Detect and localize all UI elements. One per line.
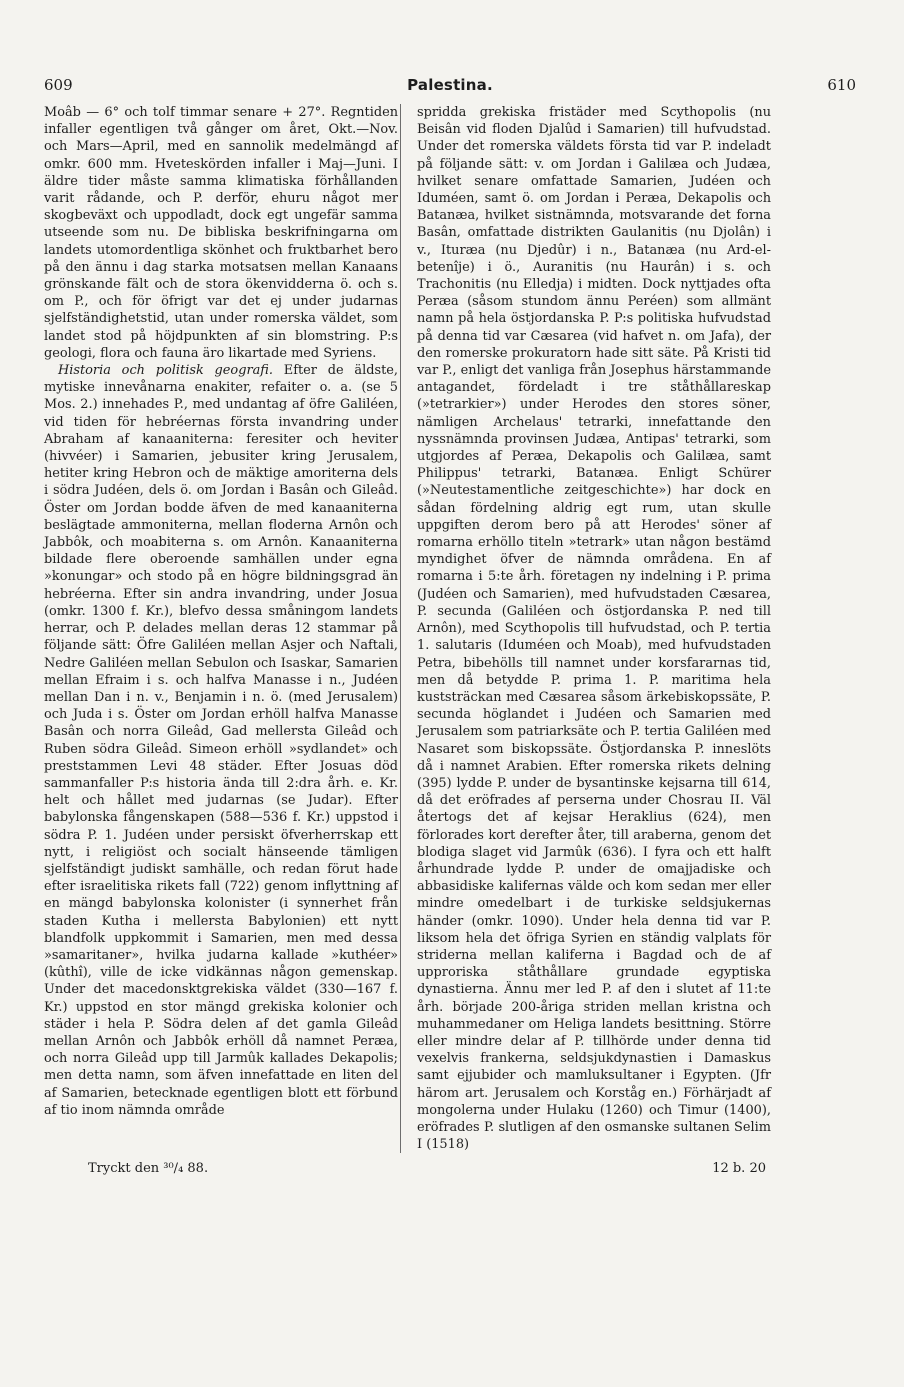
paragraph-history <box>44 362 398 1119</box>
left-column <box>44 104 398 1119</box>
page-number-right: 610 <box>827 76 856 94</box>
sheet-signature: 12 b. 20 <box>712 1161 766 1176</box>
print-date: Tryckt den ³⁰/₄ 88. <box>88 1161 209 1176</box>
section-heading-history: Historia och politisk geografi. <box>58 363 273 379</box>
page-number-left: 609 <box>44 76 73 94</box>
column-divider <box>400 104 401 1153</box>
page-header <box>44 76 856 98</box>
right-column <box>417 104 771 1153</box>
paragraph-history-text: Efter de äldste, mytiske innevånarna enakiter, refaiter o. a. (se 5 Mos. 2.) innehades P., med undantag af öfre Galiléen, vid tiden för hebréernas första invandring under Abraham af kanaaniterna: feresiter och heviter (hivvéer) i Samarien, jebusiter kring Jerusalem, hetiter kring Hebron och de mäktige amoriterna dels i södra Judéen, dels ö. om Jordan i Basân och Gileâd. Öster om Jordan bodde äfven de med kanaaniterna beslägtade ammoniterna, mellan floderna Arnôn och Jabbôk, och moabiterna s. om Arnôn. Kanaaniterna bildade flere oberoende samhällen under egna »konungar» och stodo på en högre bildningsgrad än hebréerna. Efter sin andra invandring, under Josua (omkr. 1300 f. Kr.), blefvo dessa småningom landets herrar, och P. delades mellan deras 12 stammar på följande sätt: Öfre Galiléen mellan Asjer och Naftali, Nedre Galiléen mellan Sebulon och Isaskar, Samarien mellan Efraim i s. och halfva Manasse i n., Judéen mellan Dan i n. v., Benjamin i n. ö. (med Jerusalem) och Juda i s. Öster om Jordan erhöll halfva Manasse Basân och norra Gileâd, Gad mellersta Gileâd och Ruben södra Gileâd. Simeon erhöll »sydlandet» och preststammen Levi 48 städer. Efter Josuas död sammanfaller P:s historia ända till 2:dra årh. e. Kr. helt och hållet med judarnas (se Judar). Efter babylonska fångenskapen (588—536 f. Kr.) uppstod i södra P. 1. Judéen under persiskt öfverherrskap ett nytt, i religiöst och socialt hänseende tämligen sjelfständigt judiskt samhälle, och redan förut hade efter israelitiska rikets fall (722) genom inflyttning af en mängd babylonska kolonister (i synnerhet från staden Kutha i mellersta Babylonien) ett nytt blandfolk uppkommit i Samarien, men med dessa »samaritaner», hvilka judarna kallade »kuthéer» (kûthî), ville de icke vidkännas någon gemenskap. Under det macedonsktgrekiska väldet (330—167 f. Kr.) uppstod en stor mängd grekiska kolonier och städer i hela P. Södra delen af det gamla Gileâd mellan Arnôn och Jabbôk erhöll då namnet Peræa, och norra Gileâd upp till Jarmûk kallades Dekapolis; men detta namn, som äfven innefattade en liten del af Samarien, betecknade egentligen blott ett förbund af tio inom nämnda område <box>44 363 398 1118</box>
page-title: Palestina. <box>407 76 493 94</box>
paragraph-climate: Moâb — 6° och tolf timmar senare + 27°. Regntiden infaller egentligen två gånger om året, Okt.—Nov. och Mars—April, med en sannolik medelmängd af omkr. 600 mm. Hveteskörden infaller i Maj—Juni. I äldre tider måste samma klimatiska förhållanden varit rådande, och P. derför, ehuru något mer skogbeväxt och uppodladt, dock egt ungefär samma utseende som nu. De bibliska beskrifningarna om landets utomordentliga skönhet och fruktbarhet bero på den ännu i dag starka motsatsen mellan Kanaans grönskande fält och de stora ökenvidderna ö. och s. om P., och för öfrigt var det ej under judarnas sjelfständighetstid, utan under romerska väldet, som landet stod på höjdpunkten af sin blomstring. P:s geologi, flora och fauna äro likartade med Syriens. <box>44 105 398 361</box>
paragraph-roman-era: spridda grekiska fristäder med Scythopolis (nu Beisân vid floden Djalûd i Samarien) till hufvudstad. Under det romerska väldets första tid var P. indeladt på följande sätt: v. om Jordan i Galilæa och Judæa, hvilket senare omfattade Samarien, Judéen och Iduméen, samt ö. om Jordan i Peræa, Dekapolis och Batanæa, hvilket sistnämnda, motsvarande det forna Basân, omfattade distrikten Gaulanitis (nu Djolân) i v., Ituræa (nu Djedûr) i n., Batanæa (nu Ard-el-betenîje) i ö., Auranitis (nu Haurân) i s. och Trachonitis (nu Elledja) i midten. Dock nyttjades ofta Peræa (såsom stundom ännu Peréen) som allmänt namn på hela östjordanska P. P:s politiska hufvudstad på denna tid var Cæsarea (vid hafvet n. om Jafa), der den romerske prokuratorn hade sitt säte. På Kristi tid var P., enligt det vanliga från Josephus härstammande antagandet, fördeladt i tre ståthållareskap (»tetrarkier») under Herodes den stores söner, nämligen Archelaus' tetrarki, innefattande den nyssnämnda provinsen Judæa, Antipas' tetrarki, som utgjordes af Peræa, Dekapolis och Galilæa, samt Philippus' tetrarki, Batanæa. Enligt Schürer (»Neutestamentliche zeitgeschichte») har dock en sådan fördelning aldrig egt rum, utan skulle uppgiften derom bero på att Herodes' söner af romarna erhöllo titeln »tetrark» utan någon bestämd myndighet öfver de nämnda områdena. En af romarna i 5:te årh. företagen ny indelning i P. prima (Judéen och Samarien), med hufvudstaden Cæsarea, P. secunda (Galiléen och östjordanska P. ned till Arnôn), med Scythopolis till hufvudstad, och P. tertia 1. salutaris (Iduméen och Moab), med hufvudstaden Petra, bibehölls till namnet under korsfararnas tid, men då betydde P. prima 1. P. maritima hela kuststräckan med Cæsarea såsom ärkebiskopssäte, P. secunda höglandet i Judéen och Samarien med Jerusalem som patriarksäte och P. tertia Galiléen med Nasaret som biskopssäte. Östjordanska P. inneslöts då i namnet Arabien. Efter romerska rikets delning (395) lydde P. under de bysantinske kejsarna till 614, då det eröfrades af perserna under Chosrau II. Väl återtogs det af kejsar Heraklius (624), men förlorades kort derefter åter, till araberna, genom det blodiga slaget vid Jarmûk (636). I fyra och ett halft århundrade lydde P. under de omajjadiske och abbasidiske kalifernas välde och kom sedan mer eller mindre omedelbart i de turkiske seldsjukernas händer (omkr. 1090). Under hela denna tid var P. liksom hela det öfriga Syrien en ständig valplats för striderna mellan kaliferna i Bagdad och de af upproriska ståthållare grundade egyptiska dynastierna. Ännu mer led P. af den i slutet af 11:te årh. började 200-åriga striden mellan kristna och muhammedaner om Heliga landets besittning. Större eller mindre delar af P. tillhörde under denna tid vexelvis frankerna, seldsjukdynastien i Damaskus samt ejjubider och mamluksultaner i Egypten. (Jfr härom art. Jerusalem och Korståg en.) Förhärjadt af mongolerna under Hulaku (1260) och Timur (1400), eröfrades P. slutligen af den osmanske sultanen Selim I (1518) <box>417 105 771 1153</box>
